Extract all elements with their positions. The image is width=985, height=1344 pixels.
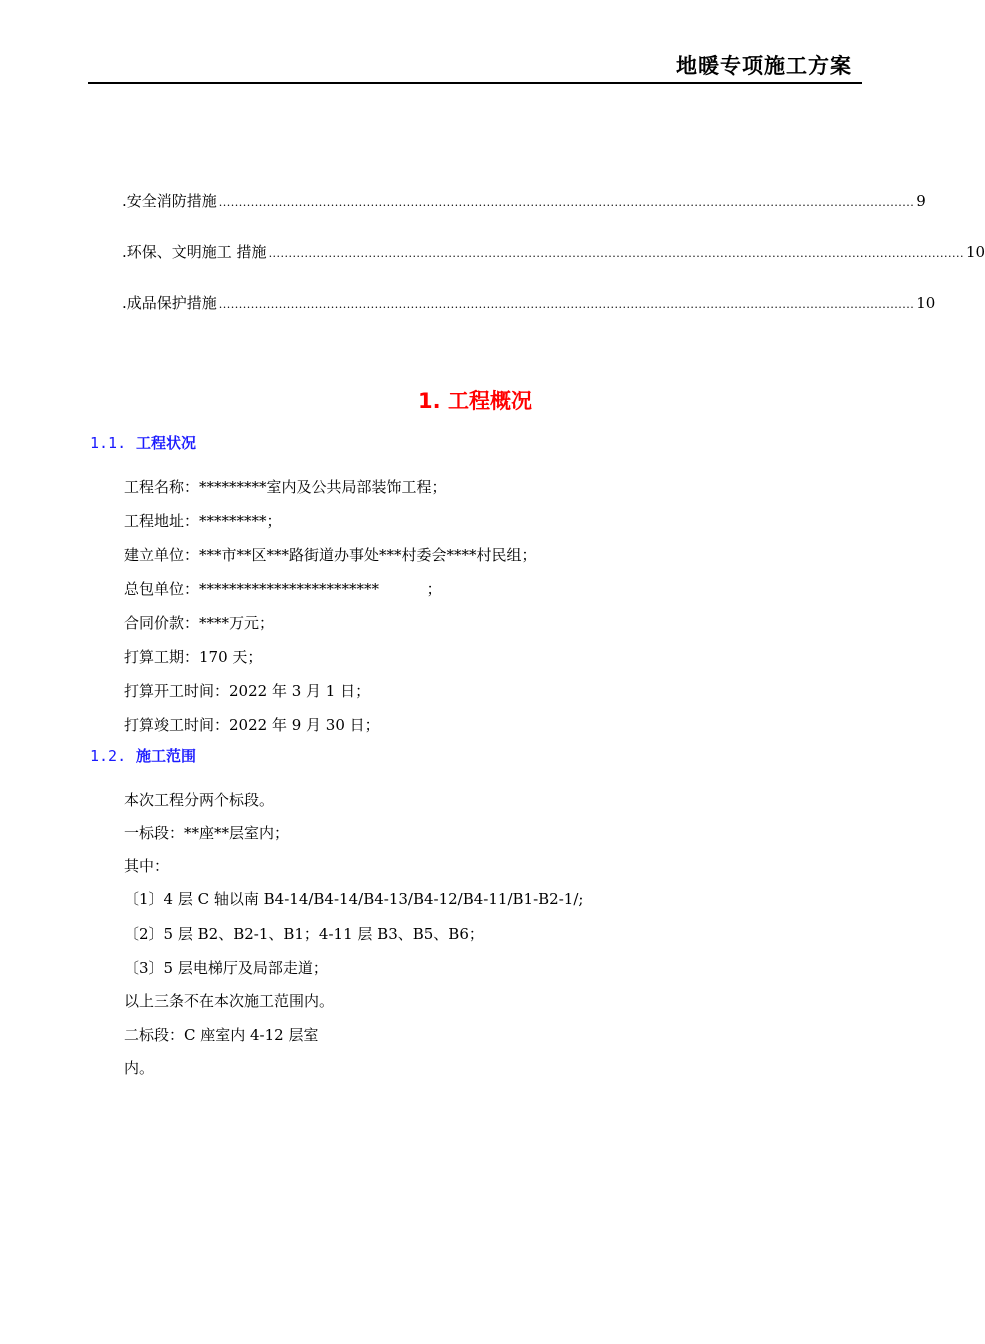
subsection-heading <box>90 432 196 453</box>
subsection-number: 1.2. <box>90 747 127 765</box>
subsection-title: 施工范围 <box>136 747 197 765</box>
completion-date-line: 打算竣工时间：2022 年 9 月 30 日； <box>124 716 380 734</box>
header-divider <box>88 82 862 84</box>
toc-bullet: . <box>122 192 127 210</box>
project-address-line: 工程地址：*********； <box>124 512 282 530</box>
toc-label: 成品保护措施 <box>126 294 217 312</box>
scope-line: 〔1〕4 层 C 轴以南 B4-14/B4-14/B4-13/B4-12/B4-11/B1-B2-1/; <box>124 890 584 908</box>
scope-line: 〔3〕5 层电梯厅及局部走道； <box>124 959 328 977</box>
section-heading: 1. 工程概况 <box>418 389 532 413</box>
scope-line: 二标段：C 座室内 4-12 层室 <box>124 1026 319 1044</box>
toc-label: 环保、文明施工 措施 <box>126 243 267 261</box>
toc-page-number: 10 <box>916 294 936 312</box>
start-date-line: 打算开工时间：2022 年 3 月 1 日； <box>124 682 371 700</box>
scope-line: 本次工程分两个标段。 <box>124 791 275 809</box>
toc-leader: .............................................................................................................................................................................. <box>218 196 915 209</box>
contract-price-line: 合同价款：****万元； <box>124 614 275 632</box>
scope-line: 一标段：**座**层室内； <box>124 824 290 842</box>
toc-entry[interactable] <box>122 190 926 212</box>
toc-page-number: 10 <box>965 243 985 261</box>
scope-line: 以上三条不在本次施工范围内。 <box>124 992 335 1010</box>
scope-line: 〔2〕5 层 B2、B2-1、B1；4-11 层 B3、B5、B6； <box>124 925 484 943</box>
contractor-line: 总包单位：************************ ； <box>124 580 442 598</box>
document-header-title: 地暖专项施工方案 <box>676 54 852 78</box>
toc-bullet: . <box>122 294 127 312</box>
scope-line: 内。 <box>124 1059 155 1077</box>
subsection-number: 1.1. <box>90 434 127 452</box>
toc-page-number: 9 <box>916 192 926 210</box>
toc-bullet: . <box>122 243 127 261</box>
project-name-line: 工程名称：*********室内及公共局部装饰工程； <box>124 478 447 496</box>
subsection-title: 工程状况 <box>136 434 197 452</box>
toc-label: 安全消防措施 <box>126 192 217 210</box>
duration-line: 打算工期：170 天； <box>124 648 263 666</box>
toc-leader: .............................................................................................................................................................................. <box>218 298 915 311</box>
toc-entry[interactable] <box>122 241 985 263</box>
scope-line: 其中： <box>124 857 170 875</box>
toc-entry[interactable] <box>122 292 936 314</box>
toc-leader: .............................................................................................................................................................................. <box>268 247 964 260</box>
subsection-heading <box>90 745 196 766</box>
owner-line: 建立单位：***市**区***路街道办事处***村委会****村民组； <box>124 546 537 564</box>
